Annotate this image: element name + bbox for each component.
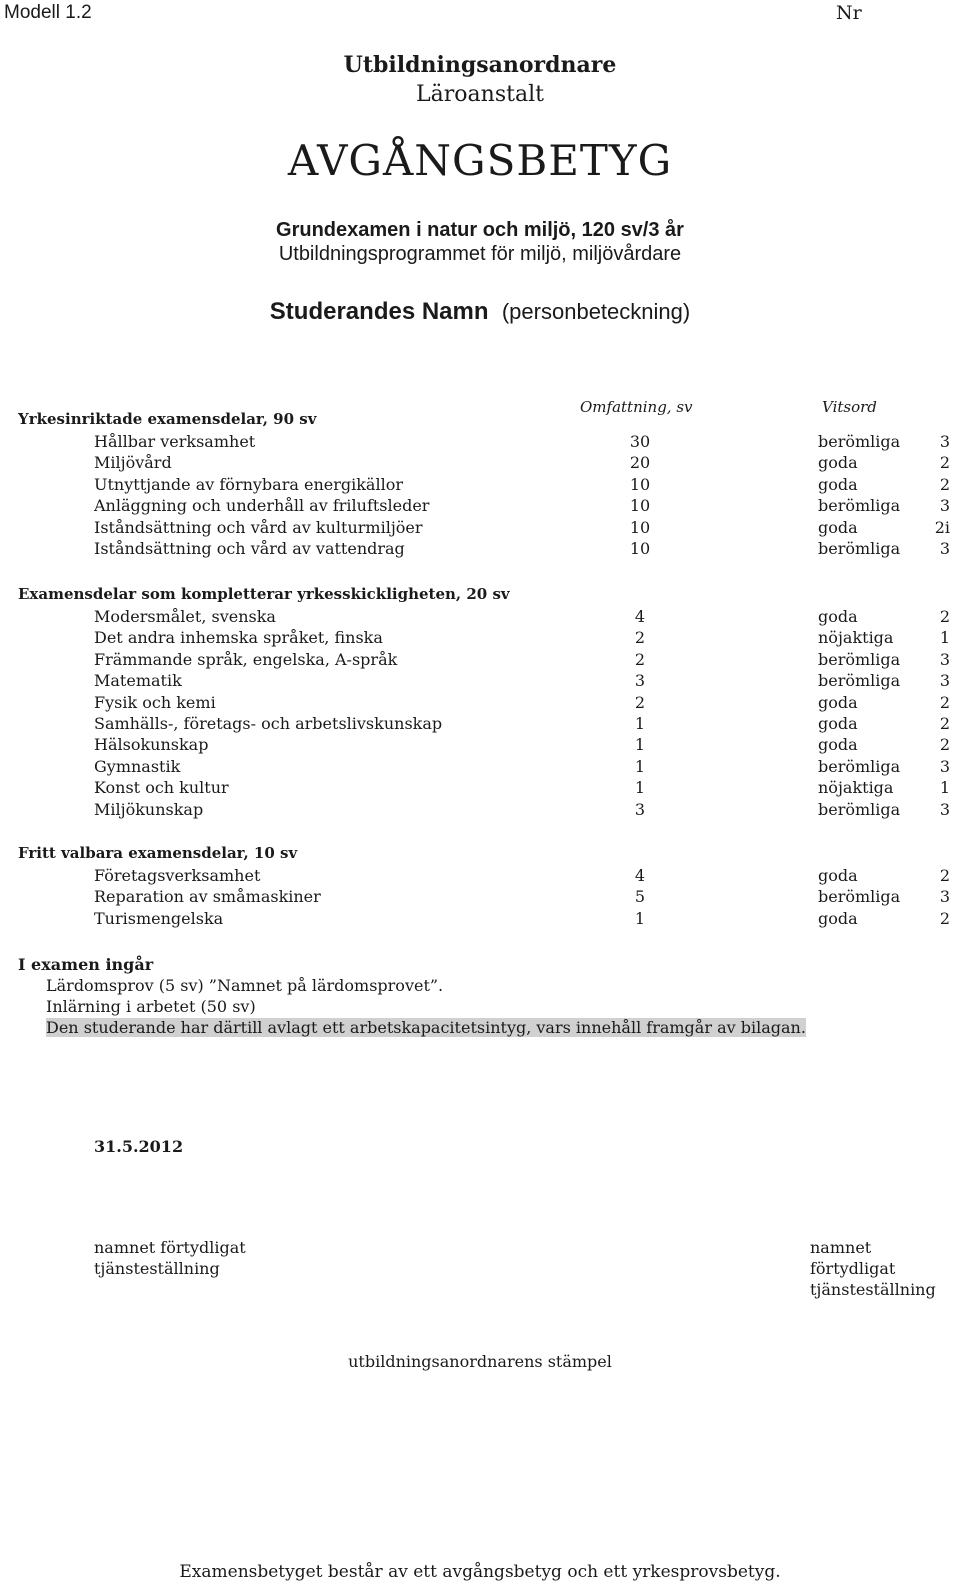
column-header-grade: Vitsord <box>822 398 877 416</box>
grade-word: berömliga <box>818 649 901 669</box>
grade-word: berömliga <box>818 756 901 776</box>
course-name: Det andra inhemska språket, finska <box>94 628 383 648</box>
signature-left-title: tjänsteställning <box>94 1259 220 1278</box>
grade-row <box>0 475 960 497</box>
grade-word: nöjaktiga <box>818 778 894 798</box>
grade-row <box>0 735 960 757</box>
grade-number: 3 <box>939 539 950 558</box>
grade-row <box>0 628 960 650</box>
grade-row <box>0 671 960 693</box>
course-name: Reparation av småmaskiner <box>94 887 321 907</box>
grade-number: 2 <box>939 714 950 733</box>
course-name: Hållbar verksamhet <box>94 432 256 451</box>
credits-value: 2 <box>634 628 646 648</box>
grade-row <box>0 714 960 736</box>
credits-value: 3 <box>634 799 646 819</box>
grade-row <box>0 453 960 475</box>
grade-word: goda <box>818 453 858 473</box>
credits-value: 4 <box>634 866 646 885</box>
grade-word: goda <box>818 692 858 712</box>
course-name: Turismengelska <box>94 908 224 928</box>
document-number-label: Nr <box>836 2 862 24</box>
grade-word: berömliga <box>818 671 901 691</box>
signature-right-name: namnet förtydligat <box>810 1238 896 1278</box>
model-label: Modell 1.2 <box>4 2 92 23</box>
grade-row <box>0 518 960 540</box>
grade-word: goda <box>818 735 858 755</box>
course-name: Samhälls-, företags- och arbetslivskunskap <box>94 714 443 733</box>
credits-value: 1 <box>634 756 646 776</box>
grade-number: 2 <box>939 607 950 626</box>
grade-number: 3 <box>939 649 950 669</box>
grade-word: berömliga <box>818 432 901 451</box>
signature-left <box>94 1237 246 1279</box>
grade-row <box>0 432 960 454</box>
grade-row <box>0 757 960 779</box>
grade-word: berömliga <box>818 887 901 907</box>
course-name: Hälsokunskap <box>94 735 209 755</box>
credits-value: 20 <box>629 453 651 473</box>
course-name: Anläggning och underhåll av friluftsleder <box>94 496 430 516</box>
institution: Läroanstalt <box>416 82 544 107</box>
included-thesis: Lärdomsprov (5 sv) ”Namnet på lärdomsprovet”. <box>46 976 444 995</box>
course-name: Miljökunskap <box>94 799 204 819</box>
credits-value: 3 <box>634 671 646 691</box>
section-title: Yrkesinriktade examensdelar, 90 sv <box>18 410 317 428</box>
footer-note: Examensbetyget består av ett avgångsbetyg och ett yrkesprovsbetyg. <box>179 1562 781 1582</box>
education-organizer: Utbildningsanordnare <box>343 52 617 78</box>
grade-word: berömliga <box>818 496 901 516</box>
grade-row <box>0 778 960 800</box>
grade-word: goda <box>818 474 858 494</box>
student-id: (personbeteckning) <box>501 299 691 324</box>
signature-right-title: tjänsteställning <box>810 1280 936 1299</box>
credits-value: 2 <box>634 649 646 669</box>
grade-number: 3 <box>939 671 950 691</box>
course-name: Matematik <box>94 671 182 691</box>
issue-date: 31.5.2012 <box>94 1137 184 1156</box>
credits-value: 1 <box>634 735 646 755</box>
programme-name: Utbildningsprogrammet för miljö, miljövårdare <box>278 243 682 265</box>
signature-right <box>810 1237 960 1300</box>
grade-row <box>0 866 960 888</box>
credits-value: 10 <box>629 539 651 558</box>
course-name: Konst och kultur <box>94 778 229 798</box>
course-name: Iståndsättning och vård av vattendrag <box>94 539 405 558</box>
course-name: Miljövård <box>94 453 172 473</box>
course-name: Främmande språk, engelska, A-språk <box>94 649 398 669</box>
grade-number: 3 <box>939 432 950 451</box>
included-workplace-learning: Inlärning i arbetet (50 sv) <box>46 997 256 1016</box>
credits-value: 2 <box>634 692 646 712</box>
grade-number: 3 <box>939 887 950 907</box>
grade-number: 1 <box>939 628 950 648</box>
grade-word: goda <box>818 607 858 626</box>
included-title: I examen ingår <box>18 955 154 974</box>
grade-number: 2i <box>934 517 950 537</box>
course-name: Fysik och kemi <box>94 692 216 712</box>
grade-word: goda <box>818 866 858 885</box>
course-name: Iståndsättning och vård av kulturmiljöer <box>94 517 423 537</box>
credits-value: 30 <box>629 432 651 451</box>
grade-row <box>0 909 960 931</box>
course-name: Modersmålet, svenska <box>94 607 276 626</box>
grade-word: goda <box>818 517 858 537</box>
grade-row <box>0 539 960 561</box>
grade-number: 2 <box>939 908 950 928</box>
grade-word: goda <box>818 908 858 928</box>
grade-word: berömliga <box>818 799 901 819</box>
grade-word: goda <box>818 714 858 733</box>
grade-number: 3 <box>939 496 950 516</box>
grade-number: 1 <box>939 778 950 798</box>
grade-row <box>0 887 960 909</box>
course-name: Gymnastik <box>94 756 181 776</box>
grade-number: 2 <box>939 453 950 473</box>
grade-number: 2 <box>939 692 950 712</box>
grade-row <box>0 496 960 518</box>
column-header-scope: Omfattning, sv <box>580 398 693 416</box>
student-name: Studerandes Namn <box>269 298 489 325</box>
stamp-label: utbildningsanordnarens stämpel <box>348 1352 612 1371</box>
credits-value: 5 <box>634 887 646 907</box>
included-work-certificate: Den studerande har därtill avlagt ett arbetskapacitetsintyg, vars innehåll framgår av bilagan. <box>46 1018 806 1037</box>
document-title: AVGÅNGSBETYG <box>287 136 673 185</box>
credits-value: 10 <box>629 474 651 494</box>
course-name: Utnyttjande av förnybara energikällor <box>94 474 403 494</box>
course-name: Företagsverksamhet <box>94 866 261 885</box>
section-title: Fritt valbara examensdelar, 10 sv <box>18 844 298 862</box>
grade-word: nöjaktiga <box>818 628 894 648</box>
grade-number: 2 <box>939 735 950 755</box>
credits-value: 1 <box>634 778 646 798</box>
section-title: Examensdelar som kompletterar yrkesskickligheten, 20 sv <box>18 585 510 603</box>
grade-row <box>0 607 960 629</box>
credits-value: 1 <box>634 714 646 733</box>
credits-value: 10 <box>629 496 651 516</box>
credits-value: 4 <box>634 607 646 626</box>
grade-number: 2 <box>939 474 950 494</box>
grade-row <box>0 650 960 672</box>
credits-value: 1 <box>634 908 646 928</box>
grade-number: 3 <box>939 756 950 776</box>
grade-number: 3 <box>939 799 950 819</box>
student-line <box>0 298 960 326</box>
credits-value: 10 <box>629 517 651 537</box>
grade-row <box>0 693 960 715</box>
grade-row <box>0 800 960 822</box>
grade-number: 2 <box>939 866 950 885</box>
grade-word: berömliga <box>818 539 901 558</box>
degree-name: Grundexamen i natur och miljö, 120 sv/3 år <box>276 219 684 241</box>
signature-left-name: namnet förtydligat <box>94 1238 246 1257</box>
